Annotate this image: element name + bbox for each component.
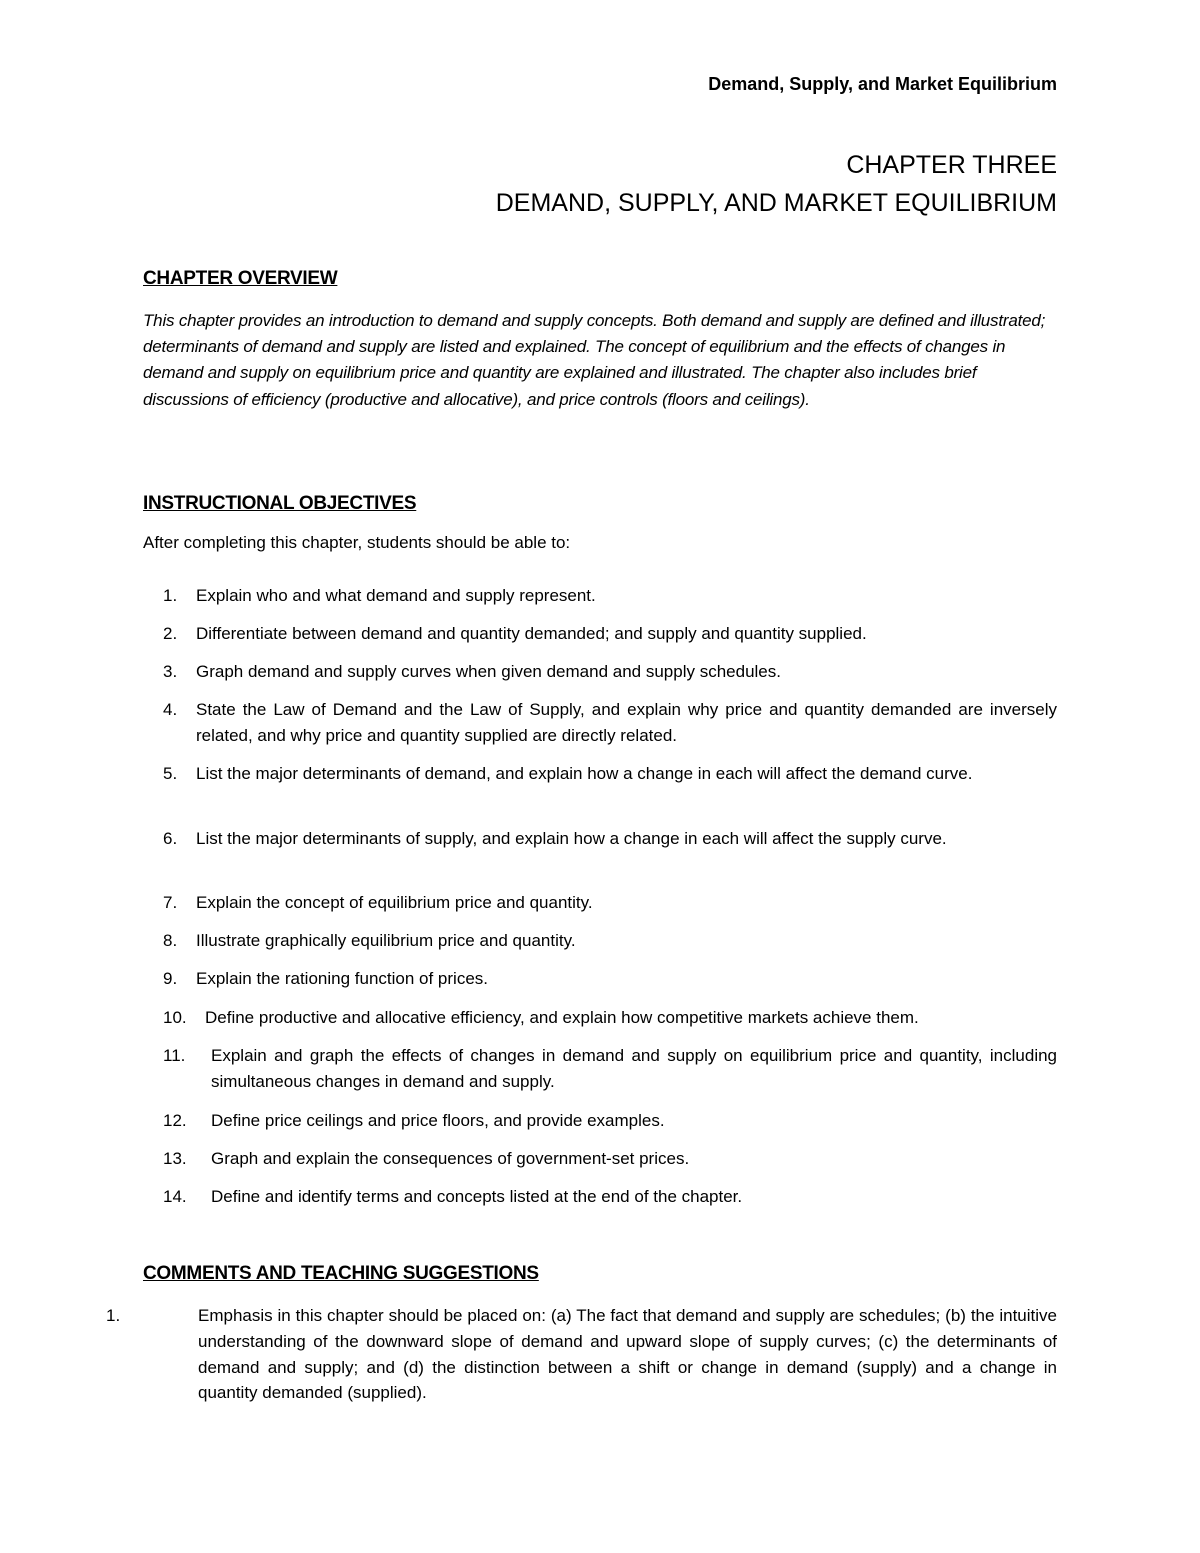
list-item-number: 4. (163, 700, 178, 719)
list-item-number: 14. (163, 1187, 187, 1206)
list-item-number: 1. (163, 586, 178, 605)
objectives-heading: INSTRUCTIONAL OBJECTIVES (143, 493, 417, 514)
list-item-number: 2. (163, 624, 178, 643)
running-header: Demand, Supply, and Market Equilibrium (708, 74, 1057, 94)
list-item-text: Explain the concept of equilibrium price and quantity. (196, 893, 593, 912)
list-item-text: Explain the rationing function of prices. (196, 969, 489, 988)
overview-heading: CHAPTER OVERVIEW (143, 268, 338, 289)
chapter-title-block (496, 146, 1057, 222)
list-item-text: State the Law of Demand and the Law of Supply, and explain why price and quantity demanded are inversely related, and why price and quantity supplied are directly related. (196, 700, 1057, 745)
list-item-text: Define and identify terms and concepts listed at the end of the chapter. (211, 1187, 743, 1206)
list-item-number: 11. (163, 1046, 186, 1065)
comments-heading: COMMENTS AND TEACHING SUGGESTIONS (143, 1263, 539, 1284)
list-item-number: 10. (163, 1008, 187, 1027)
list-item-number: 12. (163, 1111, 187, 1130)
comment-item-text: Emphasis in this chapter should be placed on: (a) The fact that demand and supply are schedules; (b) the intuitive understanding of the downward slope of demand and upward slope of supply curves; (c) the determinants of demand and supply; and (d) the distinction between a shift or change in demand (supply) and a change in quantity demanded (supplied). (198, 1306, 1057, 1403)
list-item-text: Explain and graph the effects of changes in demand and supply on equilibrium price and quantity, including simultaneous changes in demand and supply. (211, 1046, 1057, 1091)
list-item-number: 8. (163, 931, 178, 950)
list-item-text: List the major determinants of supply, and explain how a change in each will affect the supply curve. (196, 829, 947, 848)
list-item-text: Define productive and allocative efficiency, and explain how competitive markets achieve them. (205, 1008, 919, 1027)
list-item-number: 3. (163, 662, 178, 681)
list-item-text: Differentiate between demand and quantity demanded; and supply and quantity supplied. (196, 624, 867, 643)
document-page (106, 0, 1057, 1553)
chapter-number: CHAPTER THREE (846, 151, 1057, 179)
comment-item-number: 1. (106, 1306, 121, 1325)
list-item-text: List the major determinants of demand, and explain how a change in each will affect the demand curve. (196, 764, 973, 783)
list-item-number: 5. (163, 764, 178, 783)
chapter-title: DEMAND, SUPPLY, AND MARKET EQUILIBRIUM (495, 189, 1057, 217)
list-item-text: Explain who and what demand and supply represent. (196, 586, 596, 605)
list-item-number: 9. (163, 969, 178, 988)
overview-paragraph: This chapter provides an introduction to demand and supply concepts. Both demand and supply are defined and illustrated; determinants of demand and supply are listed and explained. The concept of equilibrium and the effects of changes in demand and supply on equilibrium price and quantity are explained and illustrated. The chapter also includes brief discussions of efficiency (productive and allocative), and price controls (floors and ceilings). (143, 311, 1046, 409)
list-item-text: Illustrate graphically equilibrium price and quantity. (196, 931, 576, 950)
list-item-number: 6. (163, 829, 178, 848)
list-item-number: 13. (163, 1149, 187, 1168)
list-item-text: Define price ceilings and price floors, and provide examples. (211, 1111, 665, 1130)
list-item-text: Graph and explain the consequences of government-set prices. (211, 1149, 690, 1168)
list-item-text: Graph demand and supply curves when given demand and supply schedules. (196, 662, 781, 681)
objectives-intro: After completing this chapter, students should be able to: (143, 533, 571, 552)
list-item-number: 7. (163, 893, 178, 912)
